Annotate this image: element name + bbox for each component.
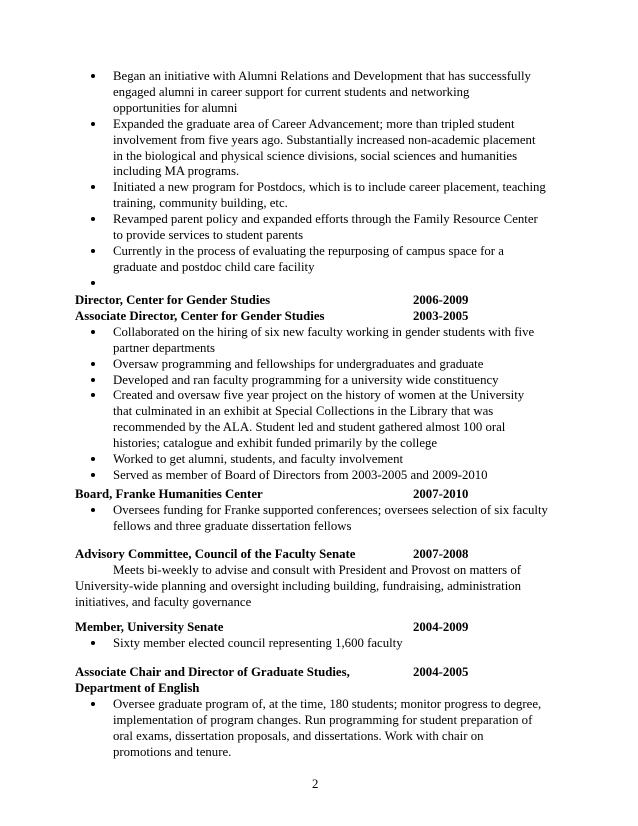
paragraph-line: University-wide planning and oversight including building, fundraising, administration [75,578,522,593]
bullet-line: recommended by the ALA. Student led and student gathered almost 100 oral [113,420,506,435]
bullet-line: Created and oversaw five year project on the history of women at the University [113,388,525,403]
paragraph-line: Meets bi-weekly to advise and consult with President and Provost on matters of [113,562,522,577]
bullet-line: involvement from five years ago. Substantially increased non-academic placement [113,132,536,147]
section-date: 2007-2008 [413,547,469,561]
bullet-line: opportunities for alumni [113,100,238,115]
section-heading: Board, Franke Humanities Center [75,487,263,501]
bullet-icon [91,217,95,221]
section-date: 2004-2009 [413,620,469,634]
bullet-icon [91,330,95,334]
bullet-icon [91,393,95,397]
bullet-line: Currently in the process of evaluating the repurposing of campus space for a [113,243,504,258]
bullet-line: Began an initiative with Alumni Relations and Development that has successfully [113,69,531,83]
bullet-line: promotions and tenure. [113,744,232,759]
bullet-icon [91,362,95,366]
bullet-icon [91,508,95,512]
bullet-line: Oversees funding for Franke supported conferences; oversees selection of six faculty [113,502,548,517]
bullet-line: Developed and ran faculty programming for a university wide constituency [113,372,499,387]
bullet-line: to provide services to student parents [113,228,304,242]
bullet-line: Served as member of Board of Directors from 2003-2005 and 2009-2010 [113,467,488,482]
bullet-icon [91,185,95,189]
bullet-line: partner departments [113,340,215,355]
bullet-icon [91,641,95,645]
bullet-line: Sixty member elected council representing 1,600 faculty [113,635,403,650]
section-heading: Associate Director, Center for Gender Studies [75,308,325,323]
bullet-icon [91,457,95,461]
bullet-icon [91,473,95,477]
bullet-icon [91,122,95,126]
bullet-line: Expanded the graduate area of Career Advancement; more than tripled student [113,116,515,131]
section-date: 2003-2005 [413,308,469,323]
bullet-icon [91,378,95,382]
bullet-line: Oversaw programming and fellowships for undergraduates and graduate [113,356,484,371]
section-heading: Advisory Committee, Council of the Faculty Senate [75,547,356,561]
bullet-line: oral exams, dissertation proposals, and dissertations. Work with chair on [113,728,484,743]
bullet-line: including MA programs. [113,164,240,179]
bullet-line: engaged alumni in career support for current students and networking [113,84,470,99]
section-heading: Director, Center for Gender Studies [75,293,271,307]
bullet-line: Worked to get alumni, students, and faculty involvement [113,452,404,466]
section-heading: Department of English [75,680,200,695]
bullet-line: Oversee graduate program of, at the time, 180 students; monitor progress to degree, [113,696,542,711]
section-date: 2006-2009 [413,293,469,307]
bullet-icon [91,74,95,78]
page-number: 2 [312,777,319,791]
bullet-line: that culminated in an exhibit at Special Collections in the Library that was [113,404,494,419]
section-date: 2007-2010 [413,487,469,501]
bullet-line: in the biological and physical science divisions, social sciences and humanities [113,148,518,163]
bullet-icon [91,281,95,285]
bullet-line: fellows and three graduate dissertation fellows [113,518,352,533]
bullet-line: Initiated a new program for Postdocs, which is to include career placement, teaching [113,180,546,195]
section-heading: Associate Chair and Director of Graduate Studies, [75,665,350,679]
bullet-icon [91,702,95,706]
bullet-line: implementation of program changes. Run programming for student preparation of [113,712,533,727]
bullet-line: Revamped parent policy and expanded efforts through the Family Resource Center [113,212,538,227]
bullet-line: histories; catalogue and exhibit funded primarily by the college [113,436,438,451]
section-heading: Member, University Senate [75,620,224,634]
bullet-line: training, community building, etc. [113,196,288,211]
section-date: 2004-2005 [413,665,469,679]
bullet-line: Collaborated on the hiring of six new faculty working in gender students with five [113,324,535,339]
bullet-icon [91,249,95,253]
paragraph-line: initiatives, and faculty governance [75,594,252,609]
bullet-line: graduate and postdoc child care facility [113,259,315,274]
